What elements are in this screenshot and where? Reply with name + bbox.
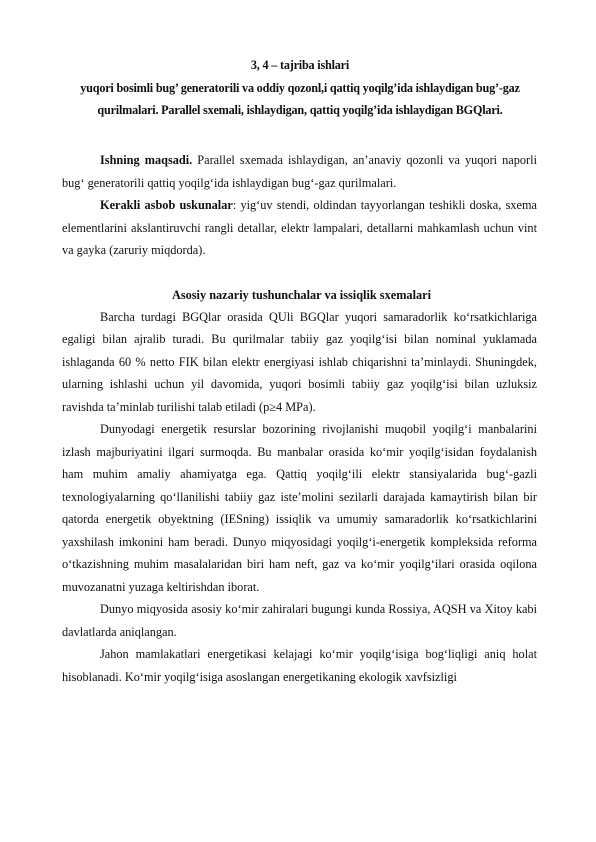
equipment-text: : yig‘uv stendi, oldindan tayyorlangan teshikli doska, sxema elementlarini akslantiruvchi rangli detallar, elektr lampalari, detallarni mahkamlash uchun vint va gayka (zaruriy miqdorda). [62,198,537,257]
title-line-1: 3, 4 – tajriba ishlari [250,58,350,72]
aim-label: Ishning maqsadi. [100,153,193,167]
title-line-3: qurilmalari. Parallel sxemali, ishlaydigan, qattiq yoqilg’ida ishlaydigan BGQlari. [97,103,503,117]
paragraph-3: Dunyo miqyosida asosiy ko‘mir zahiralari bugungi kunda Rossiya, AQSH va Xitoy kabi davlatlarda aniqlangan. [62,602,537,639]
document-title [60,54,540,122]
aim-text: Parallel sxemada ishlaydigan, an’anaviy qozonli va yuqori naporli bug‘ generatorili qattiq yoqilg‘ida ishlaydigan bug‘-gaz qurilmalari. [62,153,537,190]
spacer [62,262,537,284]
title-line-2: yuqori bosimli bug’ generatorili va oddiy qozonl,i qattiq yoqilg’ida ishlaydigan bug’-gaz [80,80,520,95]
section-heading: Asosiy nazariy tushunchalar va issiqlik sxemalari [171,287,432,302]
paragraph-4: Jahon mamlakatlari energetikasi kelajagi ko‘mir yoqilg‘isiga bog‘liqligi aniq holat hisoblanadi. Ko‘mir yoqilg‘isiga asoslangan energetikaning ekologik xavfsizligi [62,647,537,684]
aim-paragraph [62,149,537,194]
paragraph-1: Barcha turdagi BGQlar orasida QUli BGQlar yuqori samaradorlik ko‘rsatkichlariga egaligi bilan ajralib turadi. Bu qurilmalar tabiiy gaz yoqilg‘isi bilan nominal yuklamada ishlaganda 60 % netto FIK bilan elektr energiyasi ishlab chiqarishni ta’minlaydi. Shuningdek, ularning ishlashi uchun yil davomida, yuqori bosimli tabiiy gaz yoqilg‘isi bilan uzluksiz ravishda ta’minlab turilishi talab etiladi (p≥4 MPa). [62,309,537,414]
document-body [62,149,537,688]
equipment-paragraph [62,194,537,262]
equipment-label: Kerakli asbob uskunalar [100,198,233,212]
paragraph-2: Dunyodagi energetik resurslar bozorining rivojlanishi muqobil yoqilg‘i manbalarini izlash majburiyatini ilgari surmoqda. Bu manbalar orasida ko‘mir yoqilg‘isidan foydalanish ham muhim amaliy ahamiyatga ega. Qattiq yoqilg‘ili elektr stansiyalarida bug‘-gazli texnologiyalarning qo‘llanilishi tabiiy gaz iste’molini sezilarli darajada kamaytirish bilan bir qatorda energetik obyektning (IESning) issiqlik va umumiy samaradorlik ko‘rsatkichlarini yaxshilash imkonini ham beradi. Dunyo miqyosidagi yoqilg‘i-energetik kompleksida reforma o‘tkazishning muhim masalalaridan biri ham neft, gaz va ko‘mir yoqilg‘ilari orasida oqilona muvozanatni yuzaga keltirishdan iborat. [62,422,537,594]
